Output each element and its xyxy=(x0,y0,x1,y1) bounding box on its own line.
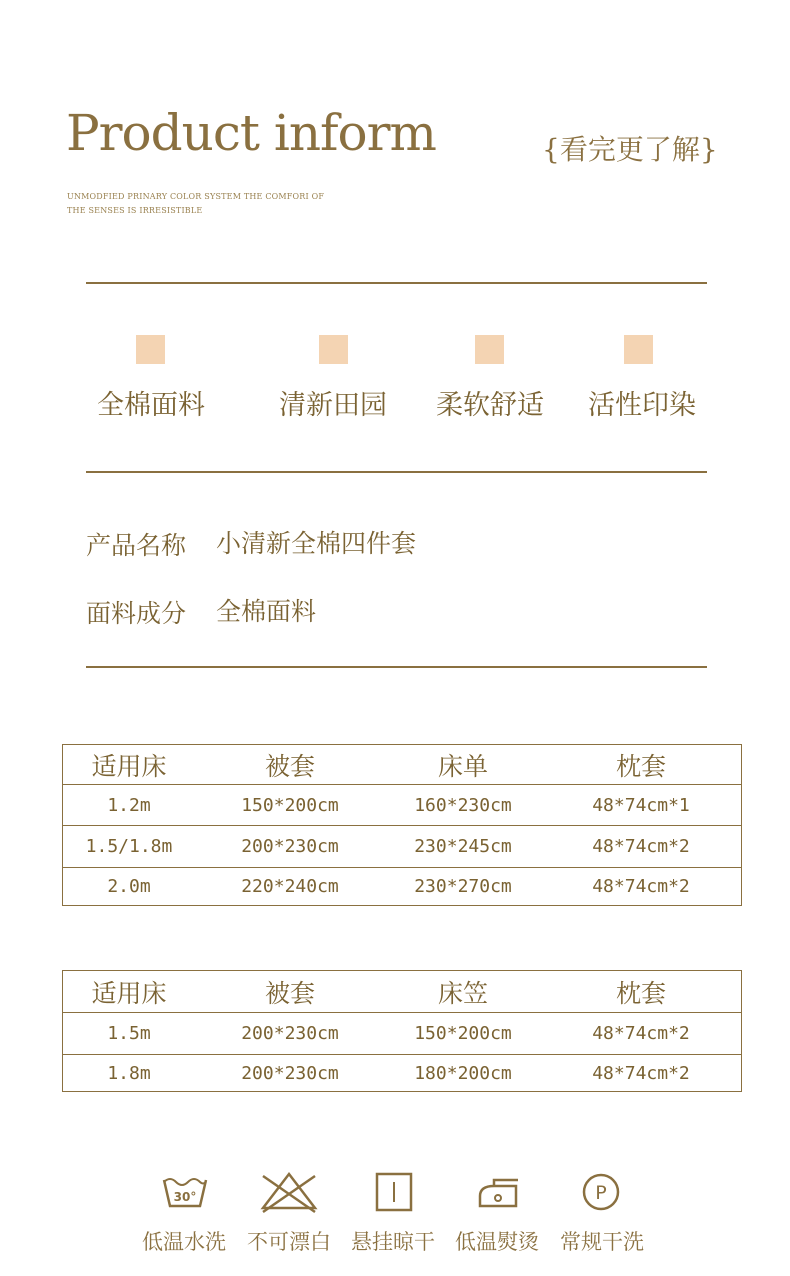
table-cell: 200*230cm xyxy=(195,826,385,868)
feature-swatch xyxy=(475,335,504,364)
table-cell: 48*74cm*2 xyxy=(541,1055,742,1092)
table-cell: 48*74cm*1 xyxy=(541,785,742,826)
table-row xyxy=(63,1013,742,1055)
fabric-value: 全棉面料 xyxy=(216,597,317,626)
feature-label: 全棉面料 xyxy=(97,390,205,421)
care-label: 不可漂白 xyxy=(247,1230,331,1254)
table-header-cell: 床单 xyxy=(437,751,488,781)
table-cell: 160*230cm xyxy=(385,785,541,826)
table-row xyxy=(63,868,742,906)
feature-swatch xyxy=(319,335,348,364)
table-header-cell: 枕套 xyxy=(615,978,666,1008)
divider xyxy=(86,666,707,668)
feature-swatch xyxy=(624,335,653,364)
table-cell: 1.2m xyxy=(63,785,196,826)
care-label: 低温水洗 xyxy=(142,1230,226,1254)
page-title: Product inform xyxy=(66,104,436,162)
table-cell: 230*245cm xyxy=(385,826,541,868)
table-row xyxy=(63,1055,742,1092)
table-cell: 48*74cm*2 xyxy=(541,868,742,906)
table-cell: 150*200cm xyxy=(195,785,385,826)
dry-clean-letter: P xyxy=(595,1182,607,1204)
feature-label: 柔软舒适 xyxy=(436,390,544,421)
table-cell: 1.8m xyxy=(63,1055,196,1092)
subtitle-line-2: THE SENSES IS IRRESISTIBLE xyxy=(67,206,203,215)
table-cell: 1.5/1.8m xyxy=(63,826,196,868)
feature-swatch xyxy=(136,335,165,364)
fabric-key: 面料成分 xyxy=(86,599,187,628)
table-cell: 1.5m xyxy=(63,1013,196,1055)
table-header-row xyxy=(63,971,742,1013)
care-label: 常规干洗 xyxy=(560,1230,644,1254)
size-table-2 xyxy=(62,970,742,1092)
divider xyxy=(86,282,707,284)
dry-clean-icon xyxy=(576,1172,626,1212)
table-header-row xyxy=(63,745,742,785)
table-row xyxy=(63,826,742,868)
low-iron-icon xyxy=(474,1174,524,1214)
product-name-key: 产品名称 xyxy=(86,531,187,560)
table-cell: 48*74cm*2 xyxy=(541,1013,742,1055)
table-cell: 150*200cm xyxy=(385,1013,541,1055)
table-cell: 220*240cm xyxy=(195,868,385,906)
wash-temperature: 30° xyxy=(173,1190,197,1204)
wash-30-icon xyxy=(160,1172,210,1212)
divider xyxy=(86,471,707,473)
subtitle-line-1: UNMODFIED PRINARY COLOR SYSTEM THE COMFORI OF xyxy=(67,192,325,201)
table-cell: 200*230cm xyxy=(195,1055,385,1092)
table-header-cell: 被套 xyxy=(264,751,315,781)
hang-dry-icon xyxy=(370,1172,420,1212)
table-cell: 230*270cm xyxy=(385,868,541,906)
table-cell: 200*230cm xyxy=(195,1013,385,1055)
feature-label: 清新田园 xyxy=(279,390,387,421)
care-label: 低温熨烫 xyxy=(455,1230,539,1254)
table-header-cell: 适用床 xyxy=(91,978,167,1008)
table-cell: 2.0m xyxy=(63,868,196,906)
feature-label: 活性印染 xyxy=(588,390,696,421)
table-header-cell: 枕套 xyxy=(615,751,666,781)
table-cell: 180*200cm xyxy=(385,1055,541,1092)
table-cell: 48*74cm*2 xyxy=(541,826,742,868)
no-bleach-icon xyxy=(259,1170,319,1214)
table-row xyxy=(63,785,742,826)
care-label: 悬挂晾干 xyxy=(351,1230,435,1254)
table-header-cell: 床笠 xyxy=(437,978,488,1008)
tagline: {看完更了解} xyxy=(542,133,718,166)
table-header-cell: 被套 xyxy=(264,978,315,1008)
table-header-cell: 适用床 xyxy=(91,751,167,781)
size-table-1 xyxy=(62,744,742,906)
product-name-value: 小清新全棉四件套 xyxy=(216,529,417,558)
